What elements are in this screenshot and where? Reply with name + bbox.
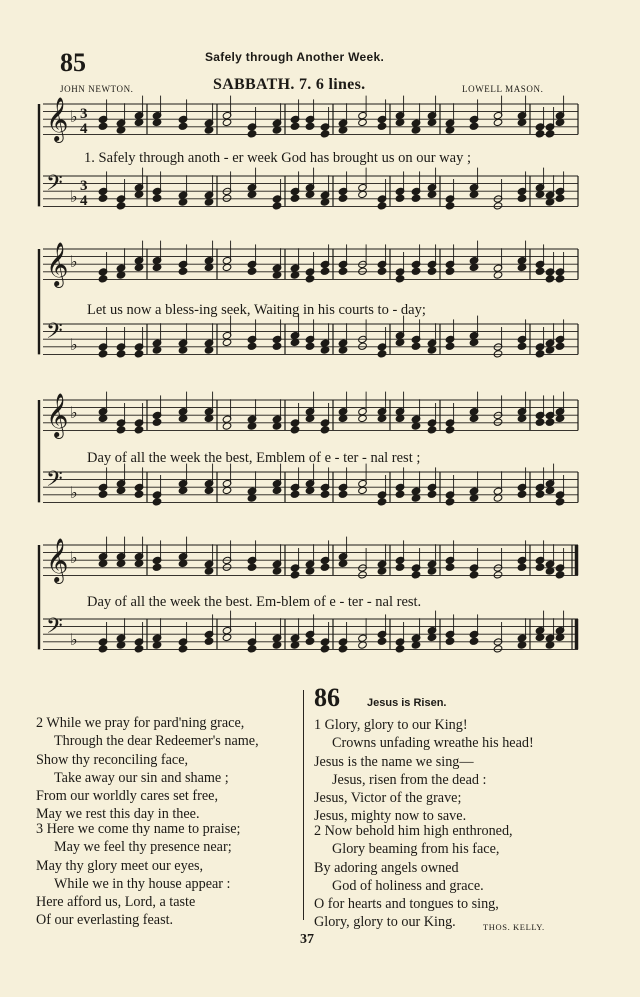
bass-clef: 𝄢 bbox=[46, 614, 63, 644]
note-head bbox=[555, 571, 565, 579]
verse-line: Jesus is the name we sing— bbox=[314, 753, 474, 770]
note-head bbox=[178, 267, 188, 275]
note-head bbox=[98, 350, 108, 358]
verse-line: 1 Glory, glory to our King! bbox=[314, 717, 468, 733]
verse-line: While we in thy house appear : bbox=[54, 875, 231, 892]
note-head bbox=[305, 637, 315, 645]
hymn-86-title: Jesus is Risen. bbox=[367, 697, 447, 709]
note-head bbox=[377, 202, 387, 210]
verse-line: May we feel thy presence near; bbox=[54, 839, 232, 856]
note-head bbox=[152, 498, 162, 506]
verse-line: May we rest this day in thee. bbox=[36, 806, 200, 823]
hymn-85-verse-3 bbox=[36, 820, 240, 930]
note-head bbox=[411, 267, 421, 275]
note-head bbox=[535, 130, 545, 138]
note-head bbox=[222, 563, 232, 571]
time-signature-bottom: 4 bbox=[80, 121, 88, 137]
note-head bbox=[411, 571, 421, 579]
note-head bbox=[98, 490, 108, 498]
lyric-line-2: Let us now a bless-ing seek, Waiting in his courts to - day; bbox=[87, 302, 426, 318]
note-head bbox=[358, 267, 368, 275]
note-head bbox=[338, 645, 348, 653]
bass-clef: 𝄢 bbox=[46, 171, 63, 201]
verse-line: Glory beaming from his face, bbox=[332, 841, 500, 858]
note-head bbox=[517, 194, 527, 202]
hymn-86-number: 86 bbox=[314, 683, 340, 712]
note-head bbox=[178, 122, 188, 130]
note-head bbox=[222, 194, 232, 202]
note-head bbox=[427, 426, 437, 434]
note-head bbox=[445, 498, 455, 506]
note-head bbox=[290, 122, 300, 130]
note-head bbox=[247, 342, 257, 350]
note-head bbox=[493, 571, 503, 579]
note-head bbox=[290, 490, 300, 498]
note-head bbox=[305, 275, 315, 283]
column-divider bbox=[303, 690, 304, 920]
hymn-85-number: 85 bbox=[60, 48, 86, 77]
lyric-line-1: 1. Safely through anoth - er week God has brought us on our way ; bbox=[84, 150, 471, 166]
note-head bbox=[555, 194, 565, 202]
note-head bbox=[395, 563, 405, 571]
note-head bbox=[98, 645, 108, 653]
note-head bbox=[116, 350, 126, 358]
note-head bbox=[338, 194, 348, 202]
verse-line: 2 Now behold him high enthroned, bbox=[314, 823, 513, 839]
note-head bbox=[152, 418, 162, 426]
lyric-line-3: Day of all the week the best, Emblem of e - ter - nal rest ; bbox=[87, 450, 421, 466]
verse-line: May thy glory meet our eyes, bbox=[36, 857, 204, 874]
note-head bbox=[320, 645, 330, 653]
note-head bbox=[152, 194, 162, 202]
note-head bbox=[338, 490, 348, 498]
note-head bbox=[517, 342, 527, 350]
verse-line: Show thy reconciling face, bbox=[36, 751, 189, 768]
note-head bbox=[517, 490, 527, 498]
note-head bbox=[272, 342, 282, 350]
bass-clef: 𝄢 bbox=[46, 319, 63, 349]
note-head bbox=[116, 426, 126, 434]
note-head bbox=[535, 490, 545, 498]
hymn-85-verse-2 bbox=[36, 714, 259, 824]
hymn-85-composer: LOWELL MASON. bbox=[462, 84, 544, 94]
note-head bbox=[535, 267, 545, 275]
note-head bbox=[377, 267, 387, 275]
verse-line: Take away our sin and shame ; bbox=[54, 769, 229, 786]
note-head bbox=[377, 350, 387, 358]
note-head bbox=[545, 130, 555, 138]
key-signature-flat: ♭ bbox=[70, 107, 78, 126]
note-head bbox=[358, 342, 368, 350]
note-head bbox=[377, 637, 387, 645]
note-head bbox=[290, 426, 300, 434]
verse-line: Crowns unfading wreathe his head! bbox=[332, 735, 534, 752]
note-head bbox=[134, 426, 144, 434]
note-head bbox=[320, 267, 330, 275]
hymn-86-verse-2 bbox=[314, 822, 513, 932]
verse-line: From our worldly cares set free, bbox=[36, 788, 219, 805]
note-head bbox=[469, 637, 479, 645]
hymn-85-title: Safely through Another Week. bbox=[205, 50, 385, 64]
key-signature-flat: ♭ bbox=[70, 403, 78, 422]
note-head bbox=[377, 122, 387, 130]
bass-clef: 𝄢 bbox=[46, 467, 63, 497]
key-signature-flat: ♭ bbox=[70, 630, 78, 649]
verse-line: 2 While we pray for pard'ning grace, bbox=[36, 715, 245, 731]
note-head bbox=[517, 563, 527, 571]
verse-line: Here afford us, Lord, a taste bbox=[36, 894, 196, 911]
verse-line: Of our everlasting feast. bbox=[36, 912, 174, 929]
note-head bbox=[320, 426, 330, 434]
hymn-86-verse-1 bbox=[314, 716, 534, 826]
note-head bbox=[290, 194, 300, 202]
note-head bbox=[493, 350, 503, 358]
key-signature-flat: ♭ bbox=[70, 187, 78, 206]
key-signature-flat: ♭ bbox=[70, 252, 78, 271]
treble-clef: 𝄞 bbox=[46, 242, 69, 286]
verse-line: Glory, glory to our King. bbox=[314, 914, 456, 931]
treble-clef: 𝄞 bbox=[46, 393, 69, 437]
note-head bbox=[555, 342, 565, 350]
verse-line: Jesus, mighty now to save. bbox=[314, 808, 467, 825]
note-head bbox=[98, 275, 108, 283]
note-head bbox=[395, 490, 405, 498]
note-head bbox=[134, 645, 144, 653]
verse-line: Jesus, Victor of the grave; bbox=[314, 790, 462, 807]
hymn-86-author: THOS. KELLY. bbox=[483, 922, 545, 932]
time-signature-top: 3 bbox=[80, 106, 88, 122]
note-head bbox=[545, 418, 555, 426]
note-head bbox=[555, 498, 565, 506]
note-head bbox=[469, 571, 479, 579]
lyric-line-4: Day of all the week the best. Em-blem of e - ter - nal rest. bbox=[87, 594, 422, 610]
verse-line: By adoring angels owned bbox=[314, 859, 459, 876]
note-head bbox=[134, 490, 144, 498]
time-signature-bottom: 4 bbox=[80, 193, 88, 209]
note-head bbox=[395, 645, 405, 653]
note-head bbox=[290, 571, 300, 579]
note-head bbox=[320, 490, 330, 498]
treble-clef: 𝄞 bbox=[46, 97, 69, 141]
note-head bbox=[445, 342, 455, 350]
note-head bbox=[411, 342, 421, 350]
note-head bbox=[493, 418, 503, 426]
key-signature-flat: ♭ bbox=[70, 335, 78, 354]
note-head bbox=[247, 267, 257, 275]
verse-line: Through the dear Redeemer's name, bbox=[54, 733, 259, 750]
note-head bbox=[338, 267, 348, 275]
hymn-85-tune: SABBATH. 7. 6 lines. bbox=[213, 76, 366, 93]
note-head bbox=[305, 122, 315, 130]
note-head bbox=[445, 426, 455, 434]
note-head bbox=[272, 202, 282, 210]
note-head bbox=[395, 194, 405, 202]
note-head bbox=[358, 571, 368, 579]
note-head bbox=[395, 275, 405, 283]
note-head bbox=[535, 418, 545, 426]
note-head bbox=[178, 645, 188, 653]
note-head bbox=[152, 563, 162, 571]
page-number: 37 bbox=[300, 932, 314, 947]
note-head bbox=[427, 490, 437, 498]
note-head bbox=[535, 563, 545, 571]
note-head bbox=[445, 267, 455, 275]
note-head bbox=[493, 645, 503, 653]
note-head bbox=[445, 202, 455, 210]
note-head bbox=[247, 563, 257, 571]
note-head bbox=[545, 275, 555, 283]
verse-line: God of holiness and grace. bbox=[332, 877, 484, 894]
note-head bbox=[305, 342, 315, 350]
note-head bbox=[493, 202, 503, 210]
verse-line: Jesus, risen from the dead : bbox=[332, 771, 487, 788]
note-head bbox=[98, 122, 108, 130]
note-head bbox=[427, 267, 437, 275]
verse-line: 3 Here we come thy name to praise; bbox=[36, 821, 241, 837]
note-head bbox=[377, 498, 387, 506]
hymn-85-author: JOHN NEWTON. bbox=[60, 84, 134, 94]
note-head bbox=[555, 275, 565, 283]
verse-line: O for hearts and tongues to sing, bbox=[314, 896, 499, 913]
note-head bbox=[247, 130, 257, 138]
note-head bbox=[134, 350, 144, 358]
time-signature-top: 3 bbox=[80, 178, 88, 194]
note-head bbox=[204, 637, 214, 645]
note-head bbox=[116, 202, 126, 210]
note-head bbox=[411, 194, 421, 202]
note-head bbox=[535, 350, 545, 358]
note-head bbox=[445, 637, 455, 645]
note-head bbox=[98, 194, 108, 202]
note-head bbox=[320, 130, 330, 138]
note-head bbox=[320, 563, 330, 571]
treble-clef: 𝄞 bbox=[46, 538, 69, 582]
key-signature-flat: ♭ bbox=[70, 548, 78, 567]
note-head bbox=[445, 563, 455, 571]
note-head bbox=[247, 645, 257, 653]
key-signature-flat: ♭ bbox=[70, 483, 78, 502]
note-head bbox=[469, 122, 479, 130]
